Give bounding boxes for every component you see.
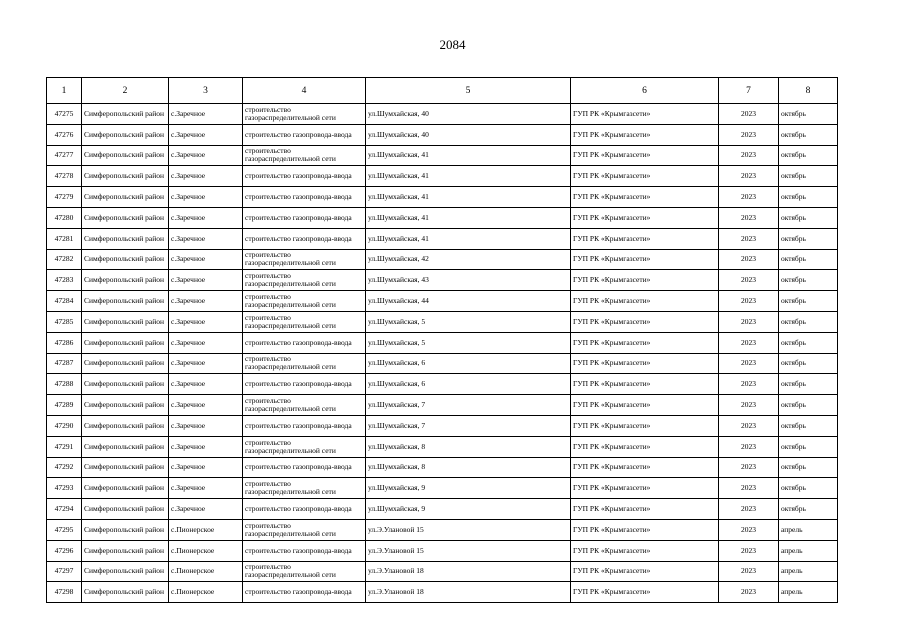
work-type-cell: строительство газопровода-ввода: [243, 540, 366, 561]
row-number: 47284: [47, 291, 82, 312]
address-cell: ул.Шумхайская, 44: [366, 291, 571, 312]
row-number: 47281: [47, 228, 82, 249]
year-cell: 2023: [719, 228, 779, 249]
table-row: [47, 145, 838, 166]
row-number: 47295: [47, 519, 82, 540]
organization-cell: ГУП РК «Крымгазсети»: [571, 166, 719, 187]
table-row: [47, 166, 838, 187]
settlement-cell: с.Заречное: [169, 415, 243, 436]
district-cell: Симферопольский район: [82, 353, 169, 374]
row-number: 47276: [47, 124, 82, 145]
district-cell: Симферопольский район: [82, 166, 169, 187]
year-cell: 2023: [719, 478, 779, 499]
address-cell: ул.Шумхайская, 8: [366, 436, 571, 457]
settlement-cell: с.Заречное: [169, 249, 243, 270]
column-header: 8: [779, 78, 838, 104]
settlement-cell: с.Заречное: [169, 332, 243, 353]
settlement-cell: с.Пионерское: [169, 561, 243, 582]
work-type-cell: строительство газораспределительной сети: [243, 519, 366, 540]
table-row: [47, 540, 838, 561]
work-type-cell: строительство газопровода-ввода: [243, 228, 366, 249]
table-row: [47, 270, 838, 291]
organization-cell: ГУП РК «Крымгазсети»: [571, 145, 719, 166]
settlement-cell: с.Заречное: [169, 311, 243, 332]
organization-cell: ГУП РК «Крымгазсети»: [571, 374, 719, 395]
year-cell: 2023: [719, 374, 779, 395]
table-row: [47, 207, 838, 228]
district-cell: Симферопольский район: [82, 187, 169, 208]
district-cell: Симферопольский район: [82, 499, 169, 520]
work-type-cell: строительство газопровода-ввода: [243, 457, 366, 478]
settlement-cell: с.Пионерское: [169, 540, 243, 561]
table-row: [47, 415, 838, 436]
column-header: 2: [82, 78, 169, 104]
table-row: [47, 436, 838, 457]
district-cell: Симферопольский район: [82, 207, 169, 228]
settlement-cell: с.Заречное: [169, 499, 243, 520]
work-type-cell: строительство газопровода-ввода: [243, 207, 366, 228]
organization-cell: ГУП РК «Крымгазсети»: [571, 519, 719, 540]
year-cell: 2023: [719, 582, 779, 603]
row-number: 47298: [47, 582, 82, 603]
district-cell: Симферопольский район: [82, 228, 169, 249]
district-cell: Симферопольский район: [82, 519, 169, 540]
work-type-cell: строительство газопровода-ввода: [243, 166, 366, 187]
district-cell: Симферопольский район: [82, 311, 169, 332]
year-cell: 2023: [719, 187, 779, 208]
organization-cell: ГУП РК «Крымгазсети»: [571, 207, 719, 228]
work-type-cell: строительство газопровода-ввода: [243, 415, 366, 436]
month-cell: октябрь: [779, 436, 838, 457]
month-cell: октябрь: [779, 353, 838, 374]
row-number: 47294: [47, 499, 82, 520]
district-cell: Симферопольский район: [82, 478, 169, 499]
address-cell: ул.Шумхайская, 6: [366, 353, 571, 374]
year-cell: 2023: [719, 311, 779, 332]
address-cell: ул.Шумхайская, 7: [366, 415, 571, 436]
organization-cell: ГУП РК «Крымгазсети»: [571, 582, 719, 603]
district-cell: Симферопольский район: [82, 436, 169, 457]
district-cell: Симферопольский район: [82, 561, 169, 582]
column-header: 4: [243, 78, 366, 104]
work-type-cell: строительство газопровода-ввода: [243, 332, 366, 353]
address-cell: ул.Шумхайская, 41: [366, 207, 571, 228]
month-cell: октябрь: [779, 207, 838, 228]
table-row: [47, 395, 838, 416]
work-type-cell: строительство газопровода-ввода: [243, 582, 366, 603]
year-cell: 2023: [719, 249, 779, 270]
address-cell: ул.Шумхайская, 9: [366, 478, 571, 499]
month-cell: октябрь: [779, 145, 838, 166]
organization-cell: ГУП РК «Крымгазсети»: [571, 561, 719, 582]
district-cell: Симферопольский район: [82, 270, 169, 291]
address-cell: ул.Шумхайская, 9: [366, 499, 571, 520]
row-number: 47280: [47, 207, 82, 228]
address-cell: ул.Шумхайская, 7: [366, 395, 571, 416]
address-cell: ул.Шумхайская, 41: [366, 166, 571, 187]
table-row: [47, 124, 838, 145]
address-cell: ул.Шумхайская, 8: [366, 457, 571, 478]
district-cell: Симферопольский район: [82, 582, 169, 603]
month-cell: октябрь: [779, 415, 838, 436]
organization-cell: ГУП РК «Крымгазсети»: [571, 249, 719, 270]
table-row: [47, 457, 838, 478]
table-row: [47, 311, 838, 332]
work-type-cell: строительство газопровода-ввода: [243, 499, 366, 520]
work-type-cell: строительство газораспределительной сети: [243, 353, 366, 374]
organization-cell: ГУП РК «Крымгазсети»: [571, 415, 719, 436]
address-cell: ул.Э.Улановой 15: [366, 540, 571, 561]
work-type-cell: строительство газораспределительной сети: [243, 561, 366, 582]
work-type-cell: строительство газопровода-ввода: [243, 187, 366, 208]
address-cell: ул.Шумхайская, 5: [366, 311, 571, 332]
row-number: 47287: [47, 353, 82, 374]
settlement-cell: с.Заречное: [169, 270, 243, 291]
address-cell: ул.Шумхайская, 42: [366, 249, 571, 270]
row-number: 47292: [47, 457, 82, 478]
row-number: 47289: [47, 395, 82, 416]
table-row: [47, 561, 838, 582]
column-header: 1: [47, 78, 82, 104]
settlement-cell: с.Заречное: [169, 436, 243, 457]
year-cell: 2023: [719, 332, 779, 353]
row-number: 47290: [47, 415, 82, 436]
work-type-cell: строительство газораспределительной сети: [243, 291, 366, 312]
year-cell: 2023: [719, 561, 779, 582]
row-number: 47288: [47, 374, 82, 395]
table-row: [47, 582, 838, 603]
month-cell: октябрь: [779, 124, 838, 145]
row-number: 47275: [47, 104, 82, 125]
row-number: 47283: [47, 270, 82, 291]
address-cell: ул.Шумхайская, 5: [366, 332, 571, 353]
organization-cell: ГУП РК «Крымгазсети»: [571, 332, 719, 353]
month-cell: октябрь: [779, 187, 838, 208]
row-number: 47277: [47, 145, 82, 166]
year-cell: 2023: [719, 145, 779, 166]
month-cell: апрель: [779, 561, 838, 582]
organization-cell: ГУП РК «Крымгазсети»: [571, 228, 719, 249]
address-cell: ул.Э.Улановой 15: [366, 519, 571, 540]
settlement-cell: с.Заречное: [169, 395, 243, 416]
district-cell: Симферопольский район: [82, 395, 169, 416]
table-row: [47, 228, 838, 249]
settlement-cell: с.Заречное: [169, 207, 243, 228]
district-cell: Симферопольский район: [82, 291, 169, 312]
address-cell: ул.Э.Улановой 18: [366, 561, 571, 582]
settlement-cell: с.Заречное: [169, 457, 243, 478]
settlement-cell: с.Заречное: [169, 228, 243, 249]
settlement-cell: с.Заречное: [169, 353, 243, 374]
organization-cell: ГУП РК «Крымгазсети»: [571, 187, 719, 208]
work-type-cell: строительство газораспределительной сети: [243, 145, 366, 166]
row-number: 47293: [47, 478, 82, 499]
year-cell: 2023: [719, 415, 779, 436]
organization-cell: ГУП РК «Крымгазсети»: [571, 395, 719, 416]
organization-cell: ГУП РК «Крымгазсети»: [571, 457, 719, 478]
address-cell: ул.Шумхайская, 41: [366, 228, 571, 249]
address-cell: ул.Шумхайская, 41: [366, 187, 571, 208]
month-cell: апрель: [779, 540, 838, 561]
settlement-cell: с.Пионерское: [169, 582, 243, 603]
settlement-cell: с.Пионерское: [169, 519, 243, 540]
organization-cell: ГУП РК «Крымгазсети»: [571, 311, 719, 332]
month-cell: апрель: [779, 582, 838, 603]
row-number: 47297: [47, 561, 82, 582]
column-header: 7: [719, 78, 779, 104]
work-type-cell: строительство газораспределительной сети: [243, 270, 366, 291]
work-type-cell: строительство газораспределительной сети: [243, 311, 366, 332]
table-row: [47, 291, 838, 312]
page-number: 2084: [439, 37, 466, 52]
year-cell: 2023: [719, 395, 779, 416]
year-cell: 2023: [719, 457, 779, 478]
year-cell: 2023: [719, 499, 779, 520]
address-cell: ул.Шумхайская, 43: [366, 270, 571, 291]
settlement-cell: с.Заречное: [169, 478, 243, 499]
table-row: [47, 374, 838, 395]
row-number: 47285: [47, 311, 82, 332]
row-number: 47286: [47, 332, 82, 353]
address-cell: ул.Э.Улановой 18: [366, 582, 571, 603]
organization-cell: ГУП РК «Крымгазсети»: [571, 104, 719, 125]
year-cell: 2023: [719, 270, 779, 291]
work-type-cell: строительство газораспределительной сети: [243, 395, 366, 416]
district-cell: Симферопольский район: [82, 124, 169, 145]
month-cell: октябрь: [779, 249, 838, 270]
district-cell: Симферопольский район: [82, 415, 169, 436]
year-cell: 2023: [719, 353, 779, 374]
year-cell: 2023: [719, 291, 779, 312]
table-row: [47, 249, 838, 270]
month-cell: октябрь: [779, 166, 838, 187]
district-cell: Симферопольский район: [82, 145, 169, 166]
district-cell: Симферопольский район: [82, 374, 169, 395]
month-cell: октябрь: [779, 478, 838, 499]
month-cell: апрель: [779, 519, 838, 540]
district-cell: Симферопольский район: [82, 104, 169, 125]
column-header: 5: [366, 78, 571, 104]
row-number: 47278: [47, 166, 82, 187]
work-type-cell: строительство газораспределительной сети: [243, 249, 366, 270]
work-type-cell: строительство газораспределительной сети: [243, 104, 366, 125]
month-cell: октябрь: [779, 270, 838, 291]
work-type-cell: строительство газопровода-ввода: [243, 124, 366, 145]
row-number: 47282: [47, 249, 82, 270]
table-row: [47, 104, 838, 125]
month-cell: октябрь: [779, 291, 838, 312]
work-type-cell: строительство газопровода-ввода: [243, 374, 366, 395]
table-row: [47, 478, 838, 499]
year-cell: 2023: [719, 166, 779, 187]
month-cell: октябрь: [779, 395, 838, 416]
district-cell: Симферопольский район: [82, 540, 169, 561]
settlement-cell: с.Заречное: [169, 187, 243, 208]
year-cell: 2023: [719, 519, 779, 540]
work-type-cell: строительство газораспределительной сети: [243, 436, 366, 457]
year-cell: 2023: [719, 540, 779, 561]
address-cell: ул.Шумхайская, 41: [366, 145, 571, 166]
month-cell: октябрь: [779, 332, 838, 353]
year-cell: 2023: [719, 104, 779, 125]
column-header: 6: [571, 78, 719, 104]
settlement-cell: с.Заречное: [169, 124, 243, 145]
table-row: [47, 353, 838, 374]
row-number: 47291: [47, 436, 82, 457]
settlement-cell: с.Заречное: [169, 145, 243, 166]
year-cell: 2023: [719, 124, 779, 145]
month-cell: октябрь: [779, 104, 838, 125]
year-cell: 2023: [719, 436, 779, 457]
table-row: [47, 519, 838, 540]
row-number: 47279: [47, 187, 82, 208]
month-cell: октябрь: [779, 311, 838, 332]
address-cell: ул.Шумхайская, 40: [366, 124, 571, 145]
organization-cell: ГУП РК «Крымгазсети»: [571, 353, 719, 374]
organization-cell: ГУП РК «Крымгазсети»: [571, 499, 719, 520]
month-cell: октябрь: [779, 228, 838, 249]
address-cell: ул.Шумхайская, 40: [366, 104, 571, 125]
settlement-cell: с.Заречное: [169, 291, 243, 312]
settlement-cell: с.Заречное: [169, 166, 243, 187]
district-cell: Симферопольский район: [82, 457, 169, 478]
organization-cell: ГУП РК «Крымгазсети»: [571, 270, 719, 291]
month-cell: октябрь: [779, 374, 838, 395]
settlement-cell: с.Заречное: [169, 104, 243, 125]
table-row: [47, 187, 838, 208]
table-header-row: [47, 78, 838, 104]
table-row: [47, 499, 838, 520]
district-cell: Симферопольский район: [82, 332, 169, 353]
year-cell: 2023: [719, 207, 779, 228]
district-cell: Симферопольский район: [82, 249, 169, 270]
organization-cell: ГУП РК «Крымгазсети»: [571, 436, 719, 457]
organization-cell: ГУП РК «Крымгазсети»: [571, 124, 719, 145]
gas-works-table: [46, 77, 838, 603]
month-cell: октябрь: [779, 499, 838, 520]
address-cell: ул.Шумхайская, 6: [366, 374, 571, 395]
settlement-cell: с.Заречное: [169, 374, 243, 395]
organization-cell: ГУП РК «Крымгазсети»: [571, 540, 719, 561]
month-cell: октябрь: [779, 457, 838, 478]
organization-cell: ГУП РК «Крымгазсети»: [571, 291, 719, 312]
work-type-cell: строительство газораспределительной сети: [243, 478, 366, 499]
table-row: [47, 332, 838, 353]
organization-cell: ГУП РК «Крымгазсети»: [571, 478, 719, 499]
column-header: 3: [169, 78, 243, 104]
row-number: 47296: [47, 540, 82, 561]
